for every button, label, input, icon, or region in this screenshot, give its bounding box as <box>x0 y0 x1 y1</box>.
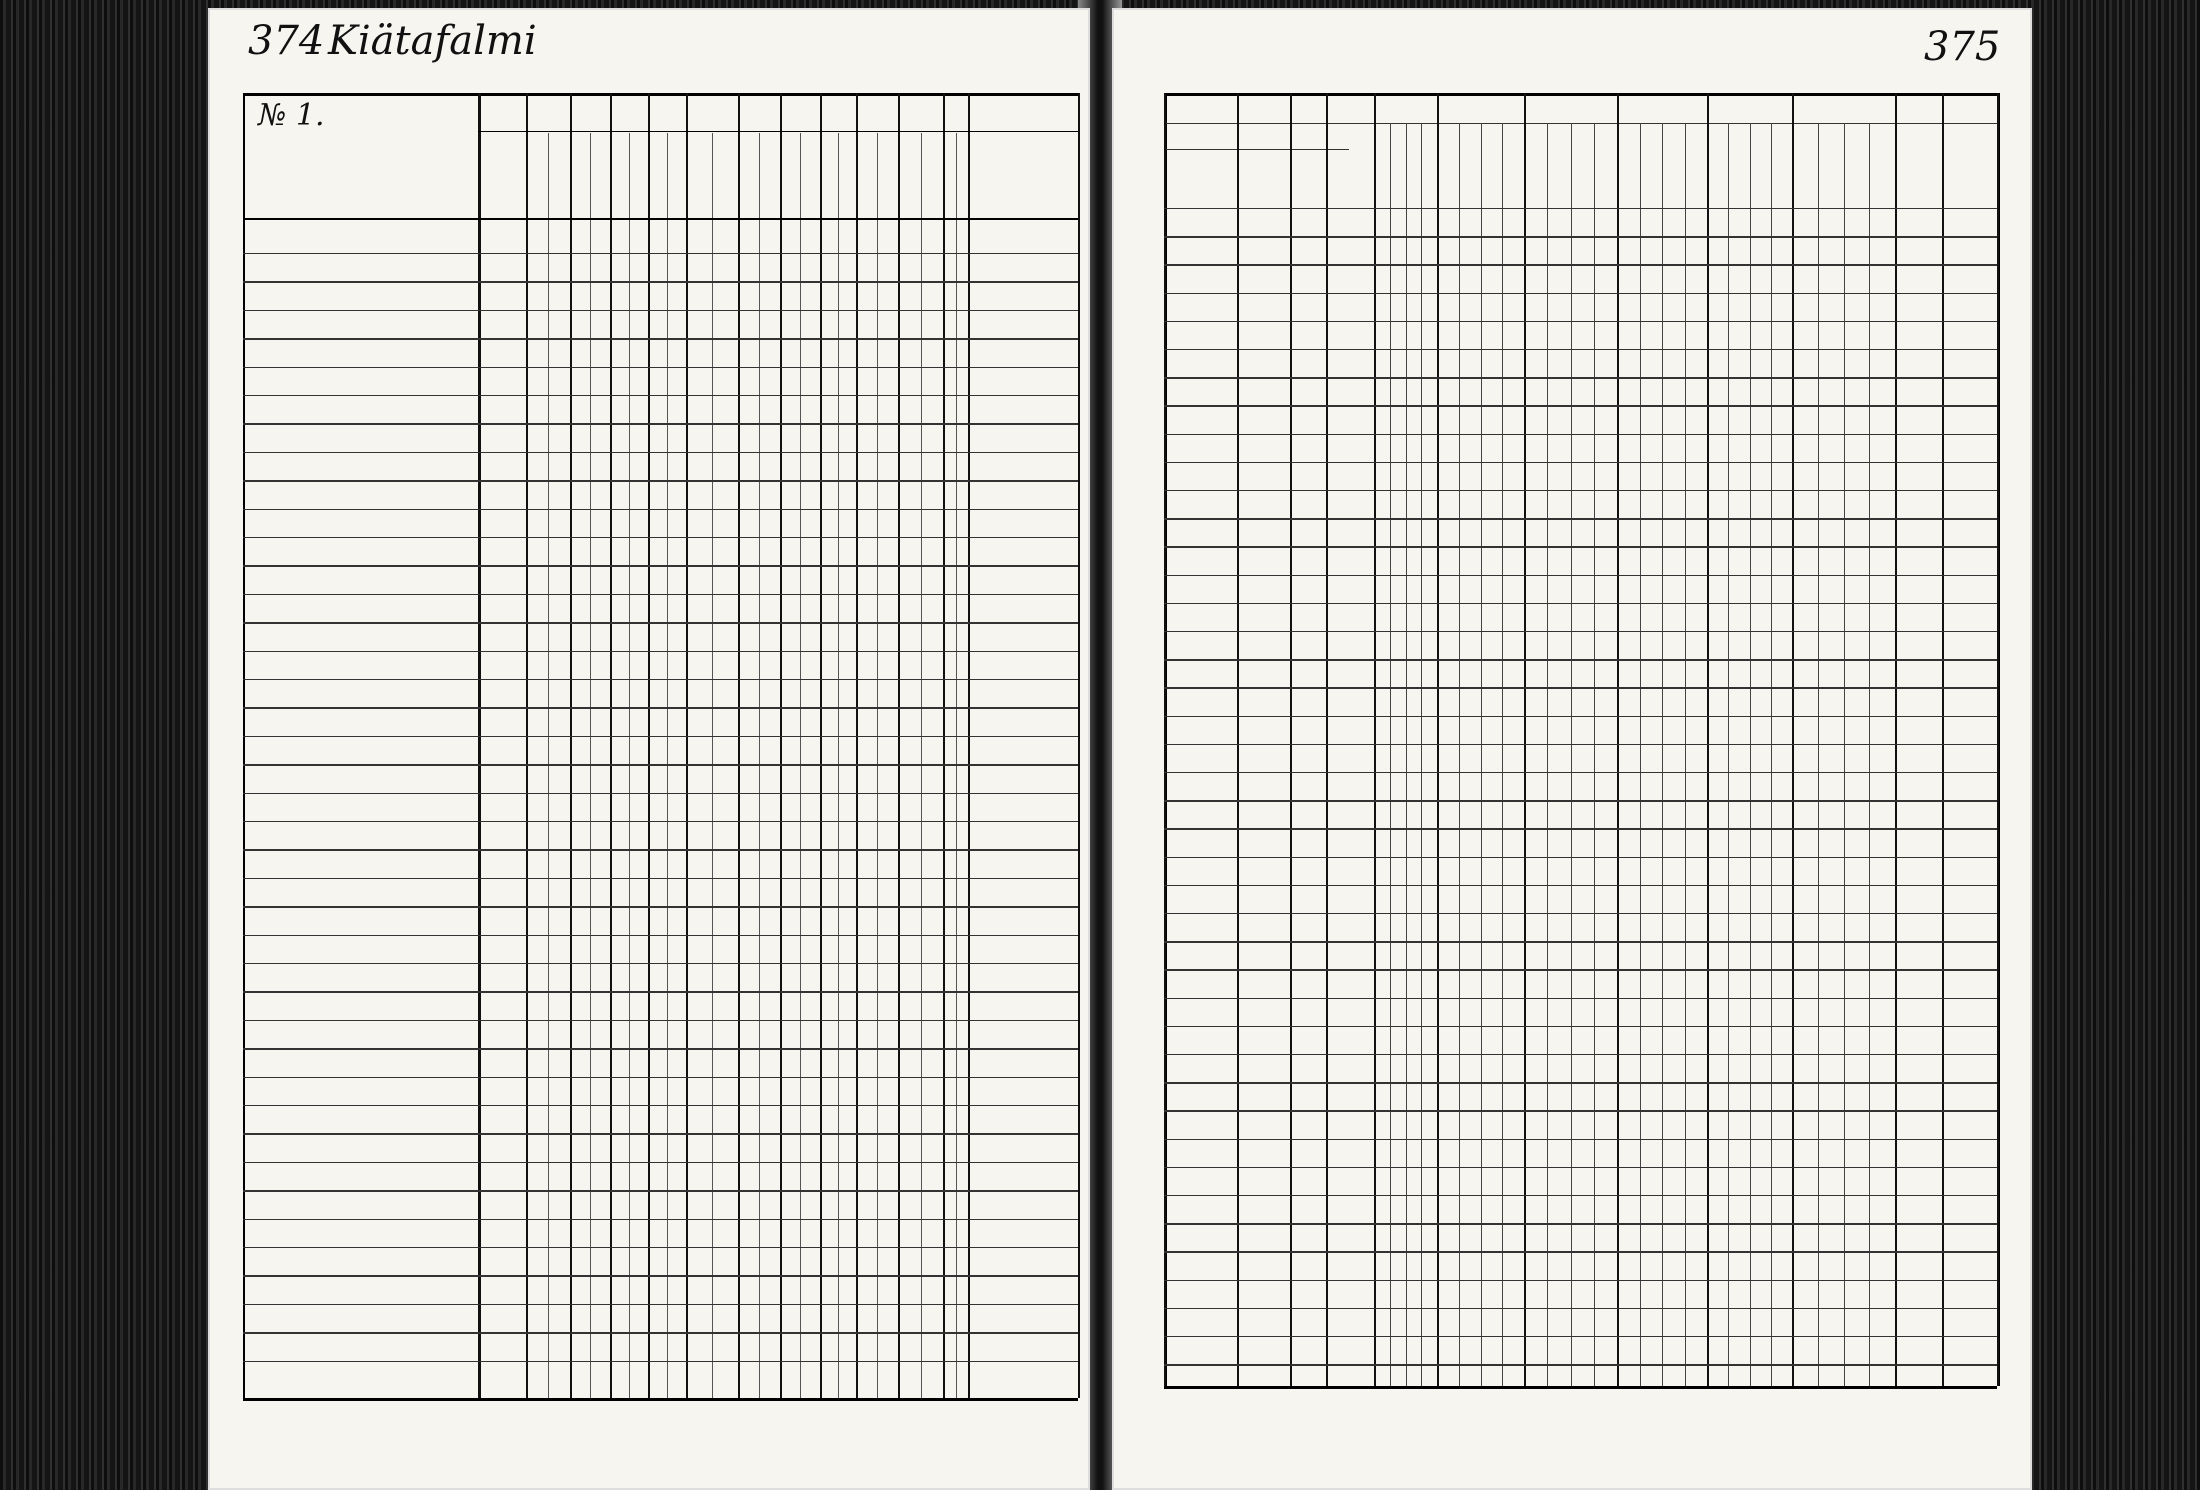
column-divider <box>570 93 572 1398</box>
row-line <box>243 849 1078 850</box>
r-row-line <box>1164 546 1997 547</box>
row-line <box>243 651 1078 652</box>
r-row-line <box>1164 321 1997 322</box>
column-divider <box>648 93 650 1398</box>
r-row-line <box>1164 1054 1997 1055</box>
r-header-line <box>1164 123 1997 124</box>
r-column-divider <box>1237 93 1239 1386</box>
r-row-line <box>1164 941 1997 942</box>
column-divider <box>1078 93 1080 1398</box>
r-column-divider <box>1707 93 1709 1386</box>
row-line <box>243 1190 1078 1191</box>
column-divider <box>478 93 481 1398</box>
page-number-right: 375 <box>1924 24 2001 70</box>
r-row-line <box>1164 462 1997 463</box>
row-line <box>243 793 1078 794</box>
row-line <box>243 991 1078 992</box>
row-line <box>243 1219 1078 1220</box>
r-top-border <box>1164 93 1997 96</box>
left-page <box>208 8 1090 1490</box>
r-subdivider <box>1662 123 1663 1386</box>
r-row-line <box>1164 208 1997 209</box>
right-register-grid <box>1112 8 2032 1490</box>
row-line <box>243 1332 1078 1333</box>
r-row-line <box>1164 1110 1997 1111</box>
r-subdivider <box>1421 123 1422 1386</box>
r-row-line <box>1164 659 1997 660</box>
row-line <box>243 821 1078 822</box>
r-column-divider <box>1997 93 1999 1386</box>
row-line <box>243 1275 1078 1276</box>
column-divider <box>898 93 900 1398</box>
r-subdivider <box>1844 123 1845 1386</box>
table-left-border <box>243 93 245 1398</box>
row-line <box>243 1162 1078 1163</box>
r-row-line <box>1164 434 1997 435</box>
r-column-divider <box>1374 93 1376 1386</box>
column-divider <box>780 93 782 1398</box>
r-subdivider <box>1818 123 1819 1386</box>
r-row-line <box>1164 687 1997 688</box>
r-column-divider <box>1617 93 1619 1386</box>
r-row-line <box>1164 885 1997 886</box>
r-row-line <box>1164 490 1997 491</box>
table-bottom-border <box>243 1398 1078 1401</box>
row-line <box>243 395 1078 396</box>
r-row-line <box>1164 236 1997 237</box>
r-subdivider <box>1547 123 1548 1386</box>
r-row-line <box>1164 631 1997 632</box>
r-row-line <box>1164 1195 1997 1196</box>
column-divider <box>820 93 822 1398</box>
header-divider <box>478 131 1078 132</box>
row-line <box>243 1105 1078 1106</box>
r-row-line <box>1164 405 1997 406</box>
r-row-line <box>1164 1251 1997 1252</box>
r-row-line <box>1164 913 1997 914</box>
r-subdivider <box>1571 123 1572 1386</box>
row-line <box>243 423 1078 424</box>
row-line <box>243 963 1078 964</box>
row-line <box>243 1247 1078 1248</box>
row-line <box>243 622 1078 623</box>
r-row-line <box>1164 744 1997 745</box>
r-row-line <box>1164 857 1997 858</box>
row-line <box>243 764 1078 765</box>
column-divider <box>686 93 688 1398</box>
r-row-line <box>1164 828 1997 829</box>
row-line <box>243 367 1078 368</box>
r-subdivider <box>1771 123 1772 1386</box>
r-row-line <box>1164 1308 1997 1309</box>
r-row-line <box>1164 998 1997 999</box>
r-subdivider <box>1728 123 1729 1386</box>
place-name: Kiätafalmi <box>328 18 537 64</box>
r-column-divider <box>1895 93 1897 1386</box>
row-line <box>243 509 1078 510</box>
r-row-line <box>1164 1082 1997 1083</box>
r-row-line <box>1164 1167 1997 1168</box>
column-divider <box>968 93 970 1398</box>
row-line <box>243 707 1078 708</box>
row-line <box>243 338 1078 339</box>
column-divider <box>738 93 740 1398</box>
r-subdivider <box>1750 123 1751 1386</box>
r-column-divider <box>1326 93 1328 1386</box>
left-register-grid <box>208 8 1090 1490</box>
household-label: № 1. <box>258 98 325 133</box>
r-column-divider <box>1524 93 1526 1386</box>
row-line <box>243 935 1078 936</box>
r-subdivider <box>1685 123 1686 1386</box>
row-line <box>243 1048 1078 1049</box>
r-row-line <box>1164 800 1997 801</box>
page-number-left: 374 <box>248 18 325 64</box>
row-line <box>243 594 1078 595</box>
row-line <box>243 906 1078 907</box>
r-subdivider <box>1459 123 1460 1386</box>
r-row-line <box>1164 969 1997 970</box>
r-subdivider <box>1502 123 1503 1386</box>
r-column-divider <box>1164 93 1166 1386</box>
row-line <box>243 565 1078 566</box>
row-line <box>243 537 1078 538</box>
row-line <box>243 1304 1078 1305</box>
row-line <box>243 452 1078 453</box>
row-line <box>243 253 1078 254</box>
row-line <box>243 480 1078 481</box>
r-row-line <box>1164 518 1997 519</box>
r-row-line <box>1164 1280 1997 1281</box>
r-row-line <box>1164 1139 1997 1140</box>
r-column-divider <box>1942 93 1944 1386</box>
r-row-line <box>1164 716 1997 717</box>
row-line <box>243 736 1078 737</box>
r-row-line <box>1164 349 1997 350</box>
r-column-divider <box>1792 93 1794 1386</box>
r-row-line <box>1164 1364 1997 1365</box>
r-column-divider <box>1437 93 1439 1386</box>
r-row-line <box>1164 377 1997 378</box>
r-subdivider <box>1406 123 1407 1386</box>
r-row-line <box>1164 1223 1997 1224</box>
column-divider <box>610 93 612 1398</box>
r-row-line <box>1164 293 1997 294</box>
r-subdivider <box>1481 123 1482 1386</box>
row-line <box>243 1361 1078 1362</box>
column-divider <box>526 93 528 1398</box>
row-line <box>243 1077 1078 1078</box>
column-divider <box>856 93 858 1398</box>
row-line <box>243 679 1078 680</box>
r-bottom-border <box>1164 1386 1997 1389</box>
r-header-line2 <box>1164 149 1349 150</box>
row-line <box>243 281 1078 282</box>
r-row-line <box>1164 264 1997 265</box>
r-row-line <box>1164 1026 1997 1027</box>
row-line <box>243 1020 1078 1021</box>
r-subdivider <box>1869 123 1870 1386</box>
r-subdivider <box>1640 123 1641 1386</box>
column-divider <box>943 93 945 1398</box>
r-row-line <box>1164 575 1997 576</box>
row-line <box>243 878 1078 879</box>
r-row-line <box>1164 1336 1997 1337</box>
row-line <box>243 1133 1078 1134</box>
header-bottom <box>243 218 1078 220</box>
r-column-divider <box>1290 93 1292 1386</box>
r-row-line <box>1164 603 1997 604</box>
table-top-border <box>243 93 1078 96</box>
right-page <box>1112 8 2032 1490</box>
r-subdivider <box>1390 123 1391 1386</box>
row-line <box>243 310 1078 311</box>
r-subdivider <box>1594 123 1595 1386</box>
r-row-line <box>1164 772 1997 773</box>
